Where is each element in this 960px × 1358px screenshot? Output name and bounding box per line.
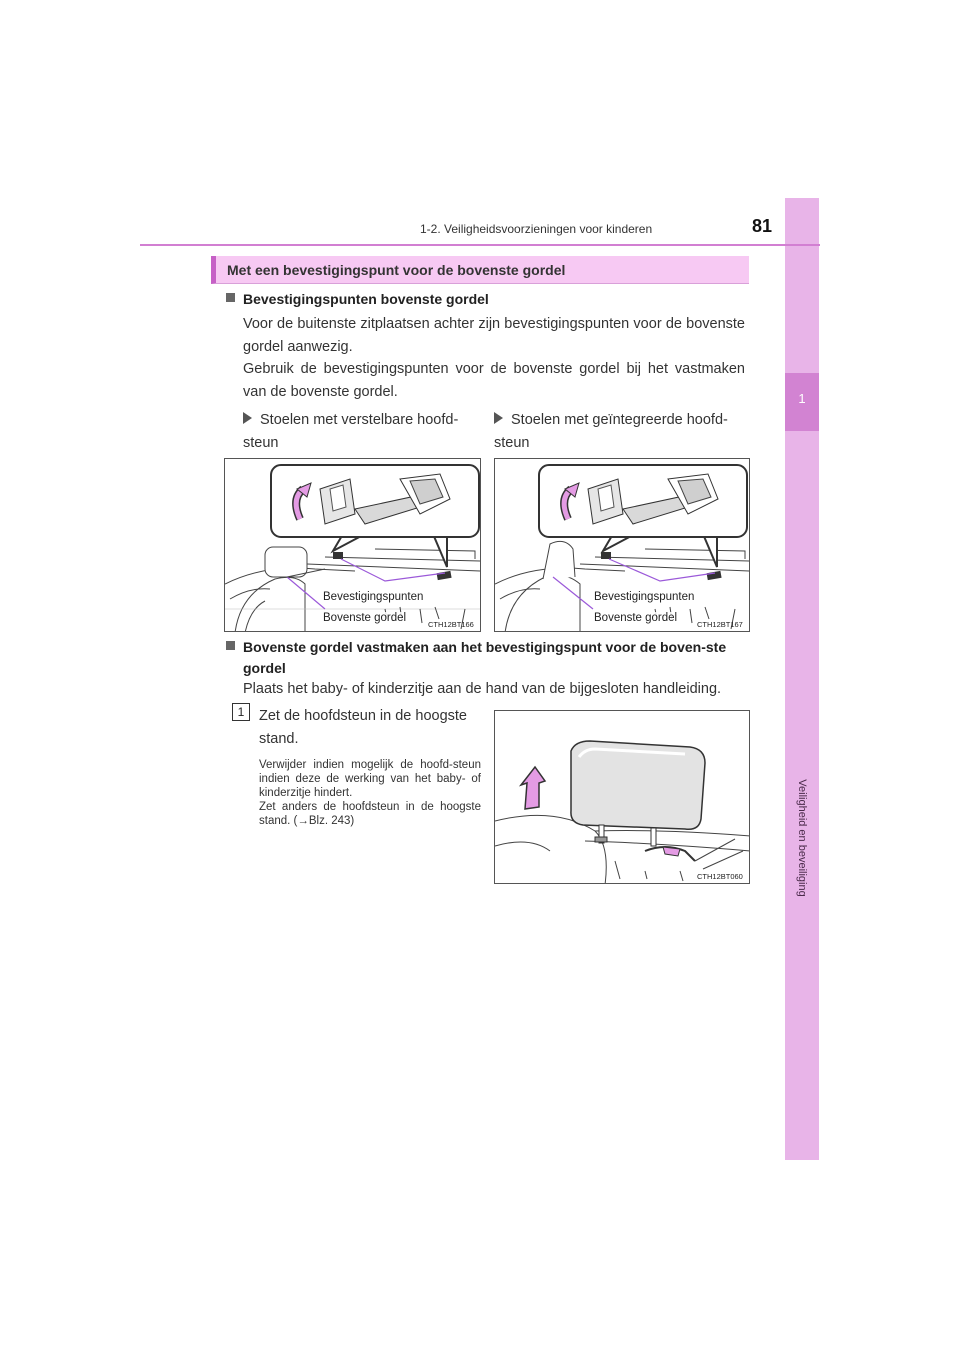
step-note-remove: Verwijder indien mogelijk de hoofd-steun indien deze de werking van het baby- of kinderzitje hindert.	[259, 759, 481, 799]
chapter-tab	[785, 198, 819, 1160]
illustration-rear-seat	[495, 459, 750, 632]
figure-code: CTH12BT060	[697, 872, 743, 881]
figure-caption-text: Stoelen met verstelbare hoofd-steun	[243, 412, 459, 451]
step-number: 1	[232, 703, 250, 721]
page-number: 81	[752, 216, 773, 236]
label-anchor-points: Bevestigingspunten	[323, 591, 424, 603]
figure-integrated-headrest	[494, 458, 750, 632]
triangle-bullet-icon	[494, 412, 503, 424]
figure-code: CTH12BT167	[697, 620, 743, 629]
subheading-anchor-points	[226, 291, 489, 307]
label-top-tether: Bovenste gordel	[323, 612, 407, 624]
square-bullet-icon	[226, 641, 235, 650]
subheading-text: Bovenste gordel vastmaken aan het bevestigingspunt voor de boven-ste gordel	[243, 639, 727, 676]
figure-caption-integrated	[494, 409, 744, 455]
figure-adjustable-headrest	[224, 458, 481, 632]
label-top-tether: Bovenste gordel	[594, 612, 678, 624]
illustration-rear-seat	[225, 459, 481, 632]
paragraph-usage: Gebruik de bevestigingspunten voor de bovenste gordel bij het vastmaken van de bovenste gordel.	[243, 361, 745, 400]
label-anchor-points: Bevestigingspunten	[594, 591, 695, 603]
running-header: 1-2. Veiligheidsvoorzieningen voor kinderen	[420, 222, 653, 236]
subheading-attach-tether	[226, 637, 763, 679]
figure-caption-adjustable	[243, 409, 478, 455]
paragraph-intro: Voor de buitenste zitplaatsen achter zijn bevestigingspunten voor de bovenste gordel aanwezig.	[243, 316, 745, 355]
triangle-bullet-icon	[243, 412, 252, 424]
chapter-label: Veiligheid en beveiliging	[796, 779, 808, 897]
chapter-number: 1	[798, 391, 806, 406]
square-bullet-icon	[226, 293, 235, 302]
step-text: Zet de hoofdsteun in de hoogste stand.	[259, 708, 467, 747]
chapter-number-box	[785, 373, 819, 431]
section-banner	[211, 256, 749, 284]
section-banner-title: Met een bevestigingspunt voor de bovenste gordel	[227, 262, 566, 278]
illustration-headrest	[495, 711, 750, 884]
figure-caption-text: Stoelen met geïntegreerde hoofd-steun	[494, 412, 728, 451]
figure-code: CTH12BT166	[428, 620, 474, 629]
paragraph-install: Plaats het baby- of kinderzitje aan de hand van de bijgesloten handleiding.	[243, 681, 722, 697]
step-note-raise: Zet anders de hoofdsteun in de hoogste stand. (→Blz. 243)	[259, 801, 481, 827]
header-rule	[140, 244, 820, 246]
subheading-text: Bevestigingspunten bovenste gordel	[243, 291, 489, 307]
figure-raise-headrest	[494, 710, 750, 884]
